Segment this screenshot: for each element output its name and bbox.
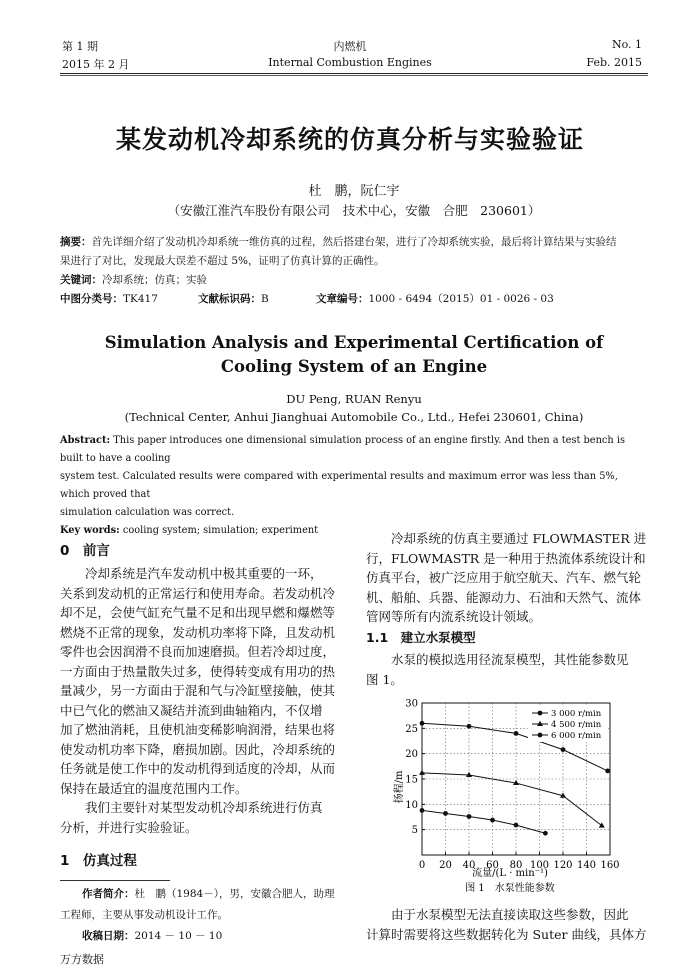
abstract-en-line-1: This paper introduces one dimensional simulation process of an engine firstly. And then a test bench is built to have a cooling: [60, 435, 625, 464]
intro-line: 中已气化的燃油又凝结并流到曲轴箱内，不仅增: [60, 702, 323, 718]
footnote-author-text: 杜 鹏（1984－），男，安徽合肥人，助理: [134, 888, 335, 900]
intro-line: 量减少，另一方面由于混和气与冷缸壁接触，使其: [60, 683, 336, 698]
chart-point: [561, 747, 566, 752]
clc-value: TK417: [123, 293, 158, 305]
chart-y-tick-label: 25: [405, 723, 418, 735]
intro-line: 燃烧不正常的现象，发动机功率将下降，且发动机: [60, 624, 336, 640]
chart-x-tick-label: 160: [600, 860, 620, 871]
chart-x-tick-label: 20: [439, 860, 452, 871]
chart-point: [538, 733, 543, 738]
abstract-en-line-3: simulation calculation was correct.: [60, 507, 235, 518]
authors-cn: 杜 鹏，阮仁宇: [308, 184, 400, 199]
right-line: 管网等所有内流系统设计领域。: [366, 609, 542, 624]
chart-point: [420, 808, 425, 813]
intro-line: 关系到发动机的正常运行和使用寿命。若发动机冷: [60, 585, 336, 601]
abstract-cn-text-2: 果进行了对比，发现最大误差不超过 5%，证明了仿真计算的正确性。: [60, 255, 385, 267]
affiliation-cn: （安徽江淮汽车股份有限公司 技术中心，安徽 合肥 230601）: [167, 203, 541, 218]
chart-legend-label: 3 000 r/min: [551, 709, 602, 719]
title-cn: 某发动机冷却系统的仿真分析与实验验证: [115, 125, 584, 154]
chart-legend-label: 6 000 r/min: [551, 731, 602, 741]
chart-point: [490, 818, 495, 823]
chart-point: [543, 831, 548, 836]
intro-paragraph-1: [60, 564, 352, 837]
intro-line: 冷却系统是汽车发动机中极其重要的一环，: [85, 566, 323, 581]
right-line: 机、船舶、兵器、能源动力、石油和天然气、流体: [366, 589, 642, 605]
title-en-line-2: Cooling System of an Engine: [220, 357, 488, 376]
right-line: 计算时需要将这些数据转化为 Suter 曲线，具体方: [366, 926, 647, 942]
chart-y-tick-label: 30: [405, 698, 418, 710]
right-paragraph-3: [366, 905, 650, 944]
chart-point: [514, 731, 519, 736]
right-line: 行，FLOWMASTR 是一种用于热流体系统设计和: [366, 550, 646, 566]
authors-en: DU Peng, RUAN Renyu: [286, 392, 422, 406]
chart-point: [514, 823, 519, 828]
intro-line: 任务就是使工作中的发动机得到适度的冷却，从而: [60, 761, 336, 776]
header-date-en: Feb. 2015: [586, 56, 642, 69]
chart-point: [419, 770, 425, 775]
pump-performance-chart: [370, 695, 650, 895]
right-line: 冷却系统的仿真主要通过 FLOWMASTER 进: [391, 531, 647, 546]
right-paragraph-1: [366, 529, 650, 627]
intro-line: 加了燃油消耗，且使机油变稀影响润滑，结果也将: [60, 722, 336, 737]
abstract-en-line-2: system test. Calculated results were compared with experimental results and maximum error was less than 5%, which proved that: [60, 471, 618, 500]
section-1-1-heading: 1.1 建立水泵模型: [366, 630, 476, 645]
footnote-author-text-2: 工程师，主要从事发动机设计工作。: [60, 909, 228, 921]
chart-point: [538, 711, 543, 716]
affiliation-en: (Technical Center, Anhui Jianghuai Automobile Co., Ltd., Hefei 230601, China): [124, 410, 584, 424]
chart-x-tick-label: 100: [529, 860, 550, 871]
doc-code-label: 文献标识码：: [198, 293, 261, 305]
intro-line: 一方面由于热量散失过多，使得转变成有用功的热: [60, 663, 336, 679]
clc-label: 中图分类号：: [60, 293, 123, 305]
section-0-heading: 0 前言: [60, 543, 110, 559]
chart-point: [605, 768, 610, 773]
intro-line: 保持在最适宜的温度范围内工作。: [60, 780, 248, 796]
chart-point: [420, 721, 425, 726]
chart-point: [467, 814, 472, 819]
chart-point: [467, 724, 472, 729]
chart-x-tick-label: 40: [462, 860, 476, 871]
chart-y-tick-label: 5: [411, 825, 418, 837]
chart-y-tick-label: 20: [405, 749, 418, 761]
header-journal-cn: 内燃机: [333, 40, 367, 53]
chart-point: [466, 772, 472, 777]
abstract-en-label: Abstract:: [60, 435, 111, 446]
article-number-value: 1000 - 6494（2015）01 - 0026 - 03: [368, 293, 554, 305]
chart-y-label: 扬程/m: [394, 770, 405, 804]
keywords-cn-text: 冷却系统；仿真；实验: [102, 274, 207, 286]
chart-x-tick-label: 60: [486, 860, 499, 871]
article-number-label: 文章编号：: [316, 293, 369, 305]
header-issue-en: No. 1: [611, 38, 642, 51]
footnote-date: 2014 － 10 － 10: [134, 930, 223, 942]
chart-point: [599, 822, 605, 827]
chart-point: [443, 811, 448, 816]
abstract-en: [60, 432, 650, 540]
right-line: 仿真平台，被广泛应用于航空航天、汽车、燃气轮: [366, 570, 642, 585]
header-rule: [60, 73, 648, 74]
chart-caption: 图 1 水泵性能参数: [465, 883, 555, 894]
watermark: 万方数据: [60, 953, 104, 966]
header-date-cn: 2015 年 2 月: [62, 58, 130, 71]
header-journal-en: Internal Combustion Engines: [268, 56, 432, 69]
intro-line: 零件也会因润滑不良而加速磨损。但若冷却过度，: [60, 644, 336, 659]
footnote-rule: [60, 880, 170, 881]
chart-series-line: [422, 773, 602, 826]
right-line: 图 1。: [366, 671, 403, 687]
chart-y-tick-label: 10: [405, 799, 418, 811]
chart-y-tick-label: 15: [405, 774, 418, 786]
header-issue-cn: 第 1 期: [62, 40, 98, 53]
abstract-cn-text-1: 首先详细介绍了发动机冷却系统一维仿真的过程，然后搭建台架，进行了冷却系统实验，最后将计算结果与实验结: [91, 236, 617, 248]
intro-line: 分析，并进行实验验证。: [60, 819, 198, 835]
footnote-author-label: 作者简介：: [82, 888, 135, 900]
section-1-heading: 1 仿真过程: [60, 853, 137, 869]
chart-x-tick-label: 0: [418, 860, 426, 871]
right-line: 水泵的模拟选用径流泵模型，其性能参数见: [391, 652, 629, 667]
keywords-en-label: Key words:: [60, 525, 120, 536]
header-rule-thin: [60, 75, 648, 76]
doc-code-value: B: [261, 293, 269, 305]
intro-line: 我们主要针对某型发动机冷却系统进行仿真: [85, 800, 323, 815]
title-en-line-1: Simulation Analysis and Experimental Certification of: [104, 333, 604, 352]
abstract-cn: [60, 233, 650, 309]
chart-x-label: 流量/(L · min⁻¹): [472, 868, 548, 879]
chart-x-tick-label: 80: [509, 860, 523, 871]
intro-line: 使发动机功率下降，磨损加剧。因此，冷却系统的: [60, 741, 336, 757]
chart-x-tick-label: 140: [576, 860, 597, 871]
keywords-cn-label: 关键词：: [60, 274, 102, 286]
intro-line: 却不足，会使气缸充气量不足和出现早燃和爆燃等: [60, 605, 336, 620]
chart-legend-label: 4 500 r/min: [551, 720, 602, 730]
right-paragraph-2: [366, 650, 650, 689]
keywords-en-text: cooling system; simulation; experiment: [122, 525, 319, 536]
right-line: 由于水泵模型无法直接读取这些参数，因此: [391, 907, 629, 922]
footnote-date-label: 收稿日期：: [82, 930, 135, 942]
chart-x-tick-label: 120: [553, 860, 573, 871]
footnote: [60, 884, 352, 947]
abstract-cn-label: 摘要：: [60, 236, 92, 248]
